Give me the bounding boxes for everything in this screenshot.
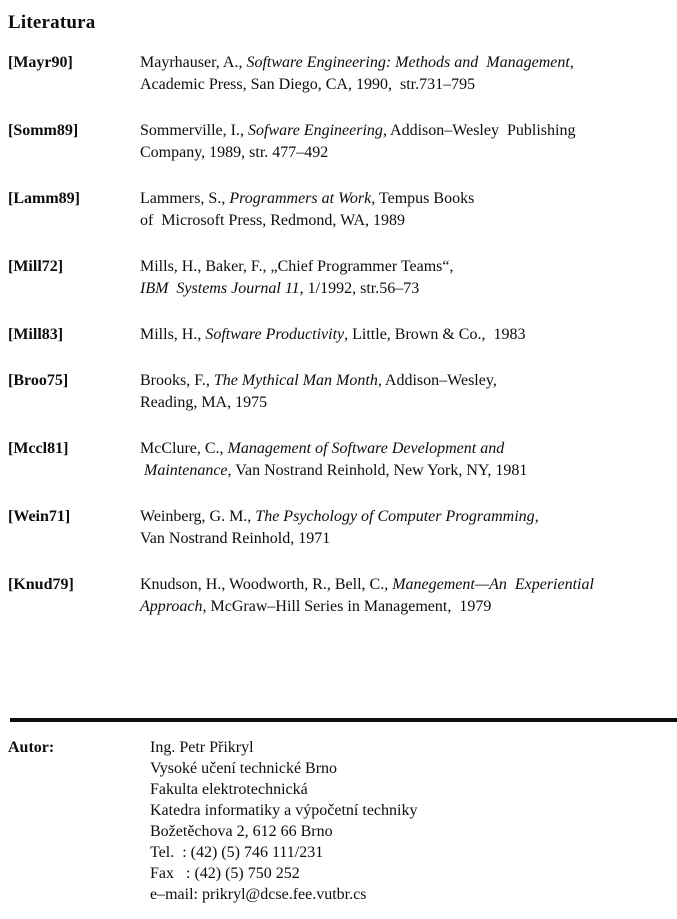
reference-key: [Somm89] [8, 122, 79, 139]
reference-citation: Weinberg, G. M., The Psychology of Computer Programming, Van Nostrand Reinhold, 1971 [140, 508, 539, 547]
reference-key: [Knud79] [8, 576, 74, 593]
reference-key: [Broo75] [8, 372, 69, 389]
author-detail-line: Fax : (42) (5) 750 252 [150, 865, 300, 882]
author-detail-line: Tel. : (42) (5) 746 111/231 [150, 844, 324, 861]
reference-citation: Knudson, H., Woodworth, R., Bell, C., Manegement—An Experiential Approach, McGraw–Hill Series in Management, 1979 [140, 576, 594, 615]
author-lines [150, 737, 669, 905]
reference-entry [8, 438, 669, 482]
author-detail-line: Vysoké učení technické Brno [150, 760, 338, 777]
reference-entry [8, 256, 669, 300]
reference-citation: Lammers, S., Programmers at Work, Tempus Books of Microsoft Press, Redmond, WA, 1989 [140, 190, 475, 229]
reference-citation: Mayrhauser, A., Software Engineering: Methods and Management, Academic Press, San Diego, CA, 1990, str.731–795 [140, 54, 574, 93]
page-title: Literatura [8, 12, 96, 33]
reference-key: [Mayr90] [8, 54, 73, 71]
author-block [8, 737, 669, 905]
reference-entry [8, 188, 669, 232]
reference-citation: Brooks, F., The Mythical Man Month, Addison–Wesley, Reading, MA, 1975 [140, 372, 497, 411]
reference-citation: McClure, C., Management of Software Development and Maintenance, Van Nostrand Reinhold, New York, NY, 1981 [140, 440, 528, 479]
reference-citation: Mills, H., Baker, F., „Chief Programmer Teams“, IBM Systems Journal 11, 1/1992, str.56–73 [140, 258, 454, 297]
reference-entry [8, 370, 669, 414]
reference-entry [8, 52, 669, 96]
author-detail-line: Ing. Petr Přikryl [150, 739, 254, 756]
author-detail-line: Božetěchova 2, 612 66 Brno [150, 823, 333, 840]
reference-citation: Mills, H., Software Productivity, Little, Brown & Co., 1983 [140, 326, 526, 343]
reference-list [8, 52, 669, 618]
author-detail-line: Katedra informatiky a výpočetní techniky [150, 802, 418, 819]
author-detail-line: Fakulta elektrotechnická [150, 781, 308, 798]
horizontal-rule [10, 718, 677, 722]
reference-key: [Mill83] [8, 326, 64, 343]
reference-entry [8, 324, 669, 346]
reference-entry [8, 574, 669, 618]
reference-key: [Mccl81] [8, 440, 69, 457]
reference-entry [8, 120, 669, 164]
reference-entry [8, 506, 669, 550]
author-detail-line: e–mail: prikryl@dcse.fee.vutbr.cs [150, 886, 367, 903]
reference-citation: Sommerville, I., Sofware Engineering, Addison–Wesley Publishing Company, 1989, str. 477–492 [140, 122, 576, 161]
reference-key: [Lamm89] [8, 190, 80, 207]
author-label: Autor: [8, 739, 55, 756]
reference-key: [Wein71] [8, 508, 71, 525]
reference-key: [Mill72] [8, 258, 64, 275]
